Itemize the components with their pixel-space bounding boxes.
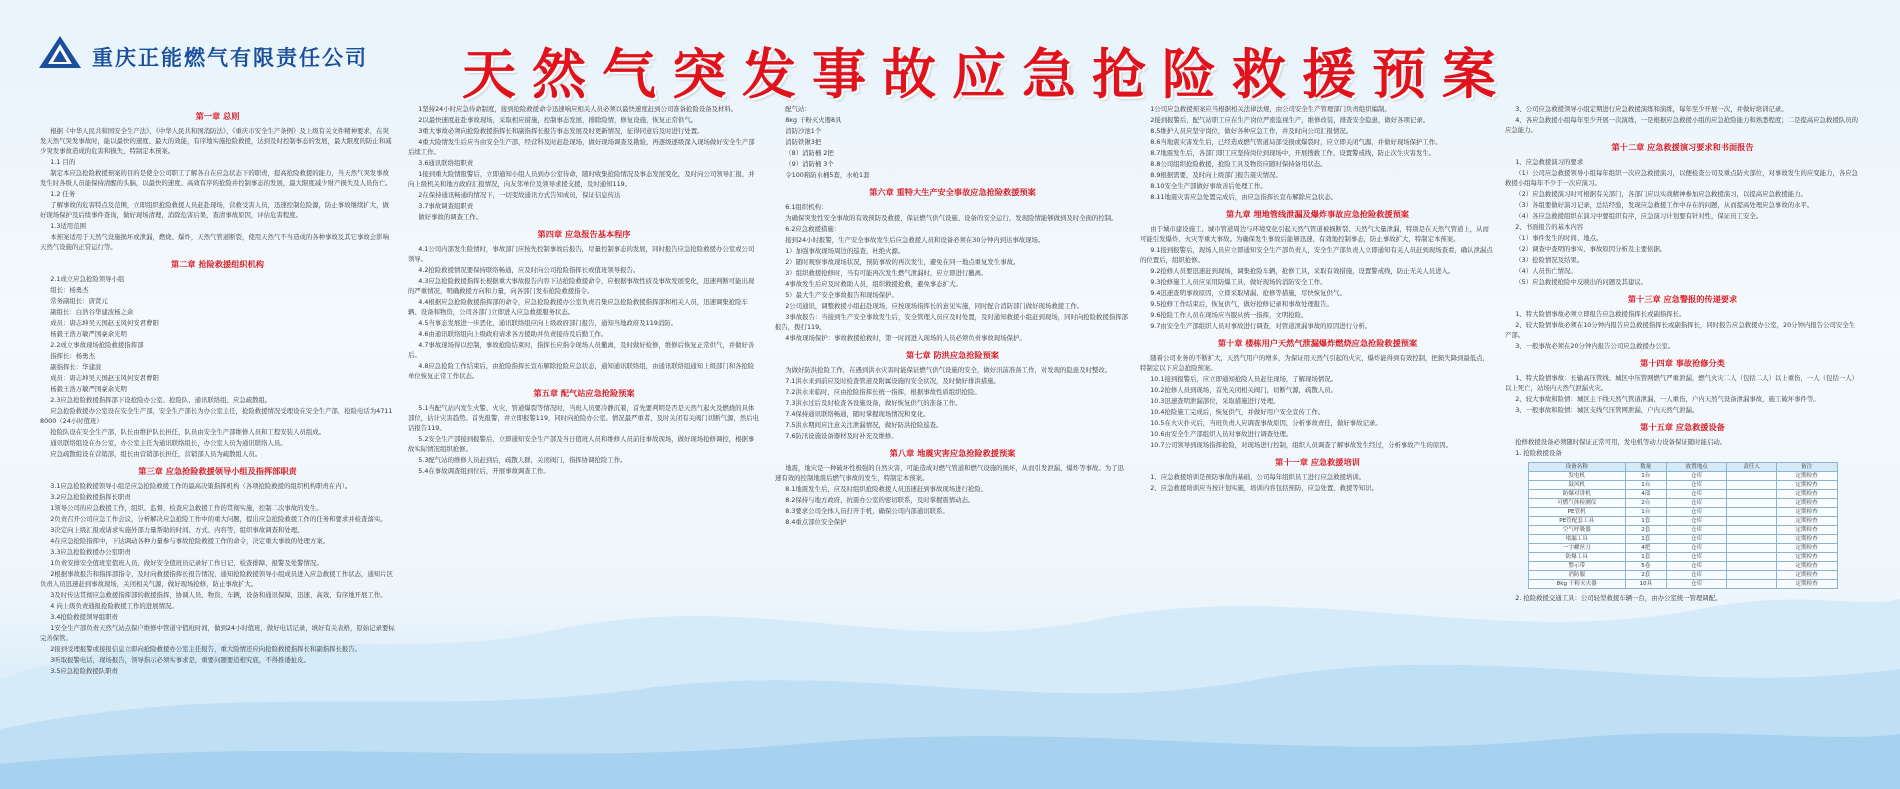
table-row: [1528, 544, 1837, 553]
paragraph: 2在保持通讯畅通的情况下，一切变故通讯方式告知成员，保证信息传达: [418, 191, 621, 199]
table-row: [1528, 499, 1837, 508]
table-cell: [1727, 571, 1776, 580]
paragraph: 本预案适用于天然气设施损坏或泄漏，燃烧、爆炸，天然气管道断裂，使用天然气不当造成的各种事故及其它事故会影响天然气设施的正常运行等。: [40, 233, 389, 251]
paragraph: 9.3抢修施工人员应采用防爆工具，做好现场的消防安全工作。: [1150, 278, 1327, 286]
paragraph: 根据《中华人民共和国安全生产法》、《中华人民共和国消防法》、《重庆市安全生产条例》及上级有关文件精神要求，在突发天然气突发事故时，能以最快的速度、最大的效能，有序地实施抢险救援，达到及时控制事态的发展，最大限度的防止和减少突发事故造成的危害和损失，特制定本预案。: [40, 127, 392, 155]
paragraph: （2）应急救援演习时可根据有关部门，各部门应以实战精神参加应急救援演习，以提高应急救援能力。: [1515, 190, 1807, 198]
paragraph: 1.3适用范围: [50, 222, 86, 230]
table-cell: 空气呼吸器: [1528, 526, 1625, 535]
table-cell: 1台: [1625, 472, 1666, 481]
paragraph: （4）人员伤亡情况。: [1515, 267, 1577, 275]
paragraph: 2、应急救援培训应当按计划实施，培训内容包括预防、应急处置、救援等知识。: [1150, 484, 1378, 492]
table-cell: 警示带: [1528, 562, 1625, 571]
paragraph: 消防沙池1个: [785, 127, 822, 135]
paragraph: 8.10安全生产部做好事故善后处理工作。: [1150, 182, 1267, 190]
paragraph: 10.4抢险施工完成后，恢复供气，并做好用户安全宣传工作。: [1150, 408, 1325, 416]
text-column-1: [40, 104, 395, 774]
chapter-heading: 第十五章 应急救援设备: [1640, 422, 1725, 432]
chapter-heading: 第七章 防洪应急抢险预案: [906, 350, 999, 360]
paragraph: 3.5应急抢险救援队职责: [50, 667, 118, 675]
paragraph: 5）最大生产安全事故报告和现场保护。: [785, 291, 898, 299]
table-cell: 2套: [1625, 526, 1666, 535]
paragraph: 制定本应急抢险救援预案的目的是使全公司职工了解各自在应急状态下的职责，提高抢险救援的能力，当天然气突发事故发生时各级人员能保持清醒的头脑，以最快的速度、高效有序的抢险并控制事态的发展，最大限度减少财产损失及人员伤亡。: [40, 169, 392, 187]
paragraph: 9.7由安全生产部组织人员对事故进行调查，对管道泄漏事故的原因进行分析。: [1150, 322, 1372, 330]
table-header-row: [1528, 463, 1837, 472]
table-cell: 1套: [1625, 535, 1666, 544]
paragraph: 6.1组织机构：: [785, 203, 828, 211]
chapter-heading: 第十一章 应急救援培训: [1275, 457, 1360, 467]
paragraph: 3.3应急抢险救援办公室职责: [50, 548, 131, 556]
paragraph: 1. 抢险救援设备: [1515, 449, 1562, 457]
paragraph: 副指挥长：华建波: [50, 363, 102, 371]
paragraph: 8.8公司组织抢险救援，抢险工具及物资应随时保持备用状态。: [1150, 160, 1327, 168]
paragraph: 3、一般事故必须在20分钟内报告公司应急救援办公室。: [1515, 342, 1675, 350]
paragraph: 1.1 目的: [50, 158, 76, 166]
table-cell: 4部: [1625, 490, 1666, 499]
text-column-5: [1505, 104, 1860, 774]
company-logo-icon: [38, 34, 82, 70]
table-row: [1528, 553, 1837, 562]
paragraph: 2负责召开公司应急工作会议，分析解决应急抢险工作中的重大问题，提出应急抢险救援工作的任务和要求并检查落实。: [50, 515, 387, 523]
chapter-heading: 第十章 楼栋用户天然气泄漏爆炸燃烧应急抢险救援预案: [1217, 338, 1418, 348]
paragraph: 8.2保持与地方政府、抗震办公室的密切联系，及时掌握震情动态。: [785, 496, 975, 504]
table-cell: [1727, 553, 1776, 562]
table-cell: 仓库: [1666, 580, 1727, 589]
paragraph: 4重大险情发生后应当由安全生产部，经营科及时赶赴现场，做好现场调查及勘验，再逐级逐级深入现场做好安全生产部后续工作。: [408, 138, 755, 156]
table-cell: PE管配套工具: [1528, 517, 1625, 526]
paragraph: 9.6抢险工作人员在现场应当服从统一指挥，文明抢险。: [1150, 311, 1308, 319]
paragraph: 由于城市建设施工、城市管道周边与环境变化引起天然气管道被损断裂、天然气大量泄漏，特别是在天然气管道上，从而可能引发爆炸、火灾等重大事故。为确保发生事故后能够迅速、有效地控制事态，防止事故扩大，特制定本预案。: [1140, 225, 1489, 243]
paragraph: 9.2抢修人员要迅速赶到现场，调集抢险车辆，抢修工具，采取有效措施，设置警戒线，防止无关人员进入。: [1150, 267, 1455, 275]
table-row: [1528, 508, 1837, 517]
paragraph: 4、各应急救援小组每年至少开展一次演练，一是根据应急救援小组的应急抢险能力和熟悉程度；二是提高应急救援队员的应急能力。: [1505, 116, 1859, 134]
table-cell: 堵漏工具: [1528, 535, 1625, 544]
paragraph: 1公司应急救援预案应当根据相关法律法规，由公司安全生产管理部门负责组织编制。: [1150, 105, 1391, 113]
paragraph: 8.4重点部位安全保护: [785, 518, 847, 526]
table-cell: 仓库: [1666, 553, 1727, 562]
paragraph: 8.11地震灾害应急处置完成后，由应急指挥长宣布解除应急状态。: [1150, 193, 1338, 201]
table-cell: 仓库: [1666, 508, 1727, 517]
table-cell: 定期检查: [1776, 508, 1837, 517]
paragraph: 4在应急抢险指挥中，下达调动各种力量参与事故抢险救援工作的命令，决定重大事故的处理方案。: [50, 537, 330, 545]
table-cell: 仓库: [1666, 535, 1727, 544]
table-row: [1528, 526, 1837, 535]
table-cell: [1727, 490, 1776, 499]
table-cell: 一字螺丝刀: [1528, 544, 1625, 553]
paragraph: 杨毅王浩万敏严国豪余光明: [50, 385, 127, 393]
text-column-4: [1140, 104, 1495, 774]
table-cell: 消防服: [1528, 571, 1625, 580]
paragraph: 3重大事故必须向抢险救援指挥长和副指挥长报告事态发展及时更新情况，征得同意后及时进行处置。: [418, 127, 704, 135]
paragraph: （8）消防桶 2把: [785, 149, 834, 157]
paragraph: 抢险队设在安全生产部，队长由维护队长担任，队员由安全生产部维修人员和工程安装人员组成。: [50, 428, 326, 436]
table-cell: 定期检查: [1776, 526, 1837, 535]
table-cell: 定期检查: [1776, 553, 1837, 562]
paragraph: 做好事故的调查工作。: [418, 213, 483, 221]
table-cell: [1727, 562, 1776, 571]
paragraph: 7.5洪水期间应注意关注泄漏情况，做好防洪抢险巡查。: [785, 421, 943, 429]
paragraph: 5.2安全生产部接到报警后，立即通知安全生产部及当日值班人员和维修人员前往事故现场，做好现场抢修调控，根据事故实际情况组织抢修。: [408, 435, 755, 453]
table-row: [1528, 490, 1837, 499]
table-cell: [1727, 544, 1776, 553]
paragraph: 指挥长：杨勇杰: [50, 352, 95, 360]
column-header: 备注: [1776, 463, 1837, 472]
paragraph: 4.4根据应急抢险救援指挥部的命令，应急抢险救援办公室负责召集应急抢险救援指挥部和相关人员，迅速调集抢险车辆、设备和物资，公司各部门立即进入应急救援服务状态。: [408, 298, 748, 316]
table-cell: [1727, 526, 1776, 535]
paragraph: 1负责安排安全值班室值班人员，做好安全值班员记录好工作日记，检查排障，报警及处警情况。: [50, 559, 323, 567]
paragraph: （1）公司应急救援领导小组每年组织一次应急救援演习，以便检查公司及重点防火部位，对事故发生的应变能力，各应急救援小组每年不少于一次应演习。: [1505, 169, 1859, 187]
paragraph: 10.7公司领导到现场指挥抢险，对现场进行控制，组织人员调查了解事故发生经过，分析事故产生的原因。: [1150, 441, 1453, 449]
chapter-heading: 第十四章 事故抢修分类: [1640, 358, 1725, 368]
table-cell: 鼓风机: [1528, 481, 1625, 490]
table-cell: 防爆对讲机: [1528, 490, 1625, 499]
paragraph: （2）调查中查明的事实、事故原因分析及主要依据。: [1515, 245, 1667, 253]
paragraph: 3听取报警电话，现场报告，领导指示必须实事求是，重要问题要追根究底，不得推诿扯皮。: [50, 656, 310, 664]
company-name: 重庆正能燃气有限责任公司: [92, 46, 368, 70]
paragraph: 8kg 干粉灭火器8具: [785, 116, 842, 124]
paragraph: 4事故发生后应及时救助人员，组织救援抢救，避免事态扩大。: [785, 280, 962, 288]
paragraph: 3决定向上级汇报或请求实施外部力量帮助的时间、方式、内容等，组织事故调查和处理。: [50, 526, 304, 534]
table-cell: [1727, 580, 1776, 589]
paragraph: 7.4保持通讯联络畅通，随时掌握现场情况和变化。: [785, 410, 930, 418]
table-cell: 仓库: [1666, 499, 1727, 508]
paragraph: 4.3应急抢险救援指挥长根据重大事故报告内容下达抢险救援命令，应根据事故性质及事故发展变化，迅速判断可能出现的严重情况，明确救援方向和力量，向各部门发布抢险救援指令。: [408, 277, 755, 295]
paragraph: 4.8应急抢险工作结束后，由抢险指挥长宣布解除抢险应急状态，通知通讯联络组，由通讯联络组通知上级部门和各抢险单位恢复正常工作状态。: [408, 362, 755, 380]
table-cell: 仓库: [1666, 481, 1727, 490]
page-title: 天然气突发事故应急抢险救援预案: [462, 43, 1512, 106]
paragraph: 地震，地灾是一种破坏性极强的自然灾害，可能造成对燃气管道和燃气设施的损坏，从而引发泄漏、爆炸等事故。为了迅速有效的控制地震后燃气事故的发生，特制定本预案。: [775, 464, 1124, 482]
paragraph: 成员：唐志坤吴天国赵玉风何安君曹阳: [50, 374, 159, 382]
paragraph: 抢修救援设备必须随时保证正常可用，发电机等动力设备保证随时能启动。: [1515, 438, 1727, 446]
chapter-heading: 第一章 总则: [195, 111, 240, 121]
paragraph: 3.2应急抢险救援指挥长职责: [50, 493, 131, 501]
paragraph: 杨毅王浩万敏严国豪余光明: [50, 330, 127, 338]
paragraph: 副组长：白浩谷华建波杨之余: [50, 308, 134, 316]
text-column-2: [408, 104, 760, 774]
paragraph: 8.6当地震灾害发生后，已经造成燃气管道局部受损或爆裂时，应立即关闭气源，并做好现场保护工作。: [1150, 138, 1442, 146]
paragraph: 2）随时观察事故现场状况，预防事故的再次发生，避免在同一地点重复发生事故。: [785, 258, 1020, 266]
paragraph: 2公司通讯，调整救援小组赶赴现场，应按现场指挥长的意见实施，同时配合消防部门做好现场救援工作。: [785, 302, 1084, 310]
paragraph: 1安全生产部负责天然气站点保户维修中管道守值班时间，做到24小时值班，做好电话记录，填好有关表格，原始记录要标完善保管。: [40, 624, 395, 642]
paragraph: 3、公司应急救援领导小组定期进行应急救援演练和演练，每年至少开展一次，并做好培训记录。: [1515, 105, 1788, 113]
paragraph: 随着公司业务的不断扩大，天然气用户的增多，为保证用天然气引起的火灾、爆炸能得到有效控制，把损失降到最低点，特制定以下应急抢险预案。: [1140, 354, 1489, 372]
paragraph: 2.2成立事故现场抢险救援指挥部: [50, 341, 144, 349]
column-header: 设备名称: [1528, 463, 1625, 472]
table-row: [1528, 562, 1837, 571]
paragraph: 2、较大险情事故必须在10分钟内报告应急救援指挥长或副指挥长，同时报告应急救援办公室，20分钟内报告公司安全生产部。: [1505, 321, 1856, 339]
paragraph: 3）组织救援抢修时，当有可能再次发生燃气泄漏时，应立即进行撤离。: [785, 269, 988, 277]
table-cell: 2台: [1625, 499, 1666, 508]
paragraph: 消防铁锹3把: [785, 138, 822, 146]
paragraph: 1、应急救援培训是预防事故的基础，公司每年组织员工进行应急救援培训。: [1150, 473, 1366, 481]
paragraph: 7.6防汛设施设备器材及时补充及维修。: [785, 432, 898, 440]
table-cell: 定期检查: [1776, 481, 1837, 490]
paragraph: 1接到重大险情报警后，立即通知小组人员到办公室待命，随时收集抢险情况及事态发展变化，及时向公司领导汇报，并向上级机关和地方政府汇报情况，向友邻单位及领导求援支援，及时通知119。: [408, 170, 755, 188]
table-cell: 仓库: [1666, 472, 1727, 481]
paragraph: （1）事件发生的时间、地点。: [1515, 234, 1603, 242]
chapter-heading: 第十二章 应急救援演习要求和书面报告: [1611, 142, 1754, 152]
paragraph: 2、较大事故和险情：城区主干线天然气管道泄漏，一人重伤，户内天然气设备泄漏事故，施工破坏事件等。: [1515, 395, 1820, 403]
paragraph: 组长：杨勇杰: [50, 286, 89, 294]
table-cell: 定期检查: [1776, 499, 1837, 508]
table-cell: 10具: [1625, 580, 1666, 589]
paragraph: 4事故现场保护：事故救援抢救时，第一时间进入现场的人员必须负责事故现场保护。: [785, 334, 1026, 342]
paragraph: 3.7事故调查组职责: [418, 202, 474, 210]
paragraph: 2接到报警后，配气站职工应在生产岗位严密监视生产，维修改装，排查安全隐患，做好各项记录。: [1150, 116, 1430, 124]
paragraph: 5.4在事故调查组到位后，开展事故调查工作。: [418, 467, 550, 475]
paragraph: 8.7地震发生后，各部门职工应坚持岗位到现场中，开展搜救工作，设置警戒线，防止次生灾害发生。: [1150, 149, 1436, 157]
table-cell: [1727, 472, 1776, 481]
table-row: [1528, 517, 1837, 526]
paragraph: 7.3洪水过后及时检查各设施设备，做好恢复供气的准备工作。: [785, 399, 962, 407]
paragraph: 应急抢险救援办公室设在安全生产部，安全生产部长为办公室主任，抢险救援情况受理设在安全生产部，抢险电话为47118000（24小时值班）: [40, 407, 393, 425]
table-cell: 仓库: [1666, 517, 1727, 526]
column-header: 放置地点: [1666, 463, 1727, 472]
paragraph: 2以最快速度赶赴事故现场，采取相应措施，控制事态发展，排除险情，修复设施，恢复正常供气。: [418, 116, 698, 124]
table-cell: 5卷: [1625, 562, 1666, 571]
paragraph: 3.1应急抢险救援领导小组是应急抢险救援工作的最高决策指挥机构（各项抢险救援的组织机构职责在内）。: [50, 482, 352, 490]
chapter-heading: 第三章 应急抢险救援领导小组及指挥部职责: [138, 466, 297, 476]
table-cell: 定期检查: [1776, 544, 1837, 553]
paragraph: 1领导公司的应急救援工作，组织、监督、检查应急救援工作的贯彻实施，控制二次事故的发生。: [50, 504, 323, 512]
table-cell: 定期检查: [1776, 535, 1837, 544]
paragraph: 令100箱防水桶5套，水枪1套: [785, 171, 870, 179]
paragraph: 8.9根据需要，及时向上级部门报告震灾情况。: [1150, 171, 1282, 179]
table-cell: 1套: [1625, 553, 1666, 562]
paragraph: 1、特大险情事故必须立即报告应急救援指挥长或副指挥长。: [1515, 310, 1686, 318]
paragraph: 3.4抢险救援领导组职责: [50, 613, 118, 621]
table-cell: 定期检查: [1776, 562, 1837, 571]
chapter-heading: 第六章 重特大生产安全事故应急抢险救援预案: [869, 187, 1036, 197]
table-row: [1528, 535, 1837, 544]
paragraph: 1）加强事故现场周边的巡查，杜绝火源。: [785, 247, 905, 255]
table-row: [1528, 580, 1837, 589]
paragraph: 为做好防洪抢险工作，在遇到洪水灾害时能保证燃气供气设施的安全，做好汛前准备工作，对发现的隐患及时整改。: [785, 366, 1112, 374]
paragraph: 1、应急救援演习的要求: [1515, 158, 1584, 166]
table-cell: [1727, 517, 1776, 526]
paragraph: 3、一般事故和险情：城区支线气压管网泄漏，户内天然气泄漏。: [1515, 406, 1699, 414]
paragraph: 配气站：: [785, 105, 811, 113]
paragraph: 2接到受理报警或接报信息立即向抢险救援办公室主任报告，重大险情还应向抢险救援指挥长和副指挥长报告。: [50, 645, 362, 653]
column-header: 数量: [1625, 463, 1666, 472]
table-cell: [1727, 508, 1776, 517]
paragraph: 通讯联络组设在办公室，办公室主任为通讯联络组长，办公室人员为通讯联络人员。: [50, 439, 287, 447]
table-cell: 1台: [1625, 481, 1666, 490]
table-cell: 仓库: [1666, 571, 1727, 580]
paragraph: 4.1公司内部发生险情时，事故部门应按先控制事故后报告，尽量控制事态的发展，同时报告应急抢险救援办公室或公司领导。: [408, 245, 755, 263]
table-cell: 可燃气体检测仪: [1528, 499, 1625, 508]
paragraph: 3.6通讯联络组职责: [418, 159, 474, 167]
table-cell: 发电机: [1528, 472, 1625, 481]
equipment-table: [1528, 462, 1838, 589]
paragraph: （9）消防桶 3个: [785, 160, 834, 168]
column-header: 责任人: [1727, 463, 1776, 472]
paragraph: 6.2应急救援措施：: [785, 225, 841, 233]
table-cell: 1台: [1625, 508, 1666, 517]
table-cell: 定期检查: [1776, 472, 1837, 481]
paragraph: 常务副组长：唐贤元: [50, 297, 108, 305]
paragraph: 8.3要求公司全体人员打开手机，确保公司内部通讯联系。: [785, 507, 949, 515]
table-cell: [1727, 499, 1776, 508]
paragraph: 9.4迅速查明事故原因，立即采取堵漏、抢修等措施，尽快恢复供气。: [1150, 289, 1346, 297]
table-row: [1528, 472, 1837, 481]
paragraph: 2.3应急抢险救援指挥部下设抢险办公室、抢险队、通讯联络组、应急疏散组。: [50, 396, 272, 404]
table-row: [1528, 481, 1837, 490]
table-cell: 仓库: [1666, 544, 1727, 553]
table-cell: 8kg 干粉灭火器: [1528, 580, 1625, 589]
paragraph: 为确保突发性安全事故的有效预防及救援，保证燃气供气设施、设备的安全运行，发现险情能够做到及时全面的控制。: [785, 214, 1118, 222]
paragraph: 1、特大险情事故：长输高压管线、城区中压管网燃气严重泄漏，燃气火灾二人（包括二人）以上重伤，一人（包括一人）以上死亡，站场内天然气泄漏火灾。: [1505, 374, 1859, 392]
table-cell: 仓库: [1666, 490, 1727, 499]
chapter-heading: 第二章 抢险救援组织机构: [171, 259, 264, 269]
paragraph: （5）应急救援抢险中反映出的问题及其建议。: [1515, 278, 1648, 286]
paragraph: 10.2抢修人员到现场，首先关闭相关阀门，切断气源，疏散人员。: [1150, 386, 1338, 394]
paragraph: （3）抢险情况及结果。: [1515, 256, 1584, 264]
table-cell: [1727, 535, 1776, 544]
paragraph: （3）各组要做好演习记录，总结经验，发现应急救援工作中存在的问题，从而提高处理应急事故的水平。: [1515, 201, 1814, 209]
paragraph: 8.5维护人员应坚守岗位，做好各种应急工作，并及时向公司汇报情况。: [1150, 127, 1353, 135]
paragraph: 7.1洪水来到前应及时检查管道及附属设施的安全状况，及时做好排洪措施。: [785, 377, 1000, 385]
paragraph: 2根据事故报告和指挥部指令，及时向救援指挥长报告情况，通知抢险救援领导小组成员进入应急救援工作状态，通知片区负责人员迅速赶到事故现场，关闭相关气源，做好现场抢修，防止事故扩大。: [40, 570, 394, 588]
chapter-heading: 第八章 地震灾害应急抢险救援预案: [889, 448, 1016, 458]
table-cell: 防爆工具: [1528, 553, 1625, 562]
chapter-heading: 第十三章 应急警报的传递要求: [1627, 294, 1738, 304]
paragraph: 10.6由安全生产部组织人员对事故进行调查处理。: [1150, 430, 1293, 438]
paragraph: 4.2抢险救援情况要保持联络畅通，应及时向公司抢险指挥长或值班领导报告。: [418, 266, 640, 274]
table-cell: 定期检查: [1776, 580, 1837, 589]
table-cell: [1727, 481, 1776, 490]
table-cell: 仓库: [1666, 526, 1727, 535]
table-cell: 定期检查: [1776, 490, 1837, 499]
paragraph: 10.1接到报警后，应立即通知抢险人员赶往现场，了解现场情况。: [1150, 375, 1338, 383]
table-cell: 1套: [1625, 517, 1666, 526]
text-column-3: [775, 104, 1130, 774]
table-cell: 仓库: [1666, 562, 1727, 571]
chapter-heading: 第四章 应急报告基本程序: [537, 229, 631, 239]
paragraph: 9.1接到报警后，现场人员应立即通知安全生产部负责人，安全生产部负责人立即通知有关人员赶到现场查看，确认泄漏点的位置后，组织抢修。: [1140, 246, 1493, 264]
chapter-heading: 第九章 埋地管线泄漏及爆炸事故应急抢险救援预案: [1226, 209, 1409, 219]
paragraph: 3事故报告：当接到生产安全事故发生后，安全管理人员应及时处置，及时通知救援小组赶到现场，同时向抢险救援指挥部报告，拨打119。: [775, 313, 1129, 331]
paragraph: 4.5当事态发展进一步恶化，通讯联络组应向上级政府部门报告，通知当地政府及119消防。: [418, 319, 678, 327]
paragraph: 4.7事故现场得以控制，事故抢险结束时，指挥长应指令现场人员撤离，及时做好检修，维修后恢复正常供气，并做好善后。: [408, 341, 755, 359]
paragraph: 8.1地震发生后，应及时组织抢险救援人员迅速赶到事故现场进行抢险。: [785, 485, 988, 493]
paragraph: 接到24小时报警，生产安全事故发生后应急救援人员和设备必须在30分钟内到达事故现场。: [785, 236, 1045, 244]
table-row: [1528, 571, 1837, 580]
paragraph: 了解事故的危害特点及范围，立即组织抢险救援人员赶赴现场，营救受害人员，迅速控制危险源，防止事故继续扩大，做好现场保护及后续事件查询，做好现场清理，消除危害后果，查清事故原因，评估危害程度。: [40, 201, 389, 219]
transport-note: 2. 抢险救援交通工具：公司轻型救援车辆一台，由办公室统一管理调配。: [1515, 594, 1722, 602]
table-cell: 4把: [1625, 544, 1666, 553]
paragraph: 4.6由通讯联络组向上级政府请求各方援助并负责接待及后勤工作。: [418, 330, 608, 338]
paragraph: 5.3配气站的维修人员赶到后，疏散人群，关闭阀门，指挥协调抢险工作。: [418, 456, 627, 464]
paragraph: 7.2洪水来临时，应由抢险指挥长统一指挥，根据事故性质组织抢险。: [785, 388, 981, 396]
paragraph: 4 向上级负责通报抢险救援工作的进展情况。: [50, 602, 178, 610]
table-cell: PE管机: [1528, 508, 1625, 517]
table-cell: 定期检查: [1776, 571, 1837, 580]
paragraph: （4）各应急救援组织在演习中要组织有序，应急演习计划要有针对性，保证员工安全。: [1515, 212, 1763, 220]
paragraph: 应急疏散组设在营销部，组长由营销部长担任，营销部人员为疏散组人员。: [50, 450, 262, 458]
chapter-heading: 第五章 配气站应急抢险预案: [533, 388, 635, 398]
table-cell: 2套: [1625, 571, 1666, 580]
paragraph: 10.3迅速查明泄漏部位，采取措施进行处理。: [1150, 397, 1280, 405]
paragraph: 3及时传达贯彻应急救援指挥部的救援指挥，协调人员、物资、车辆，设备和通讯保障，迅速、高效、有序地开展工作。: [50, 591, 387, 599]
paragraph: 1.2 任务: [50, 190, 76, 198]
paragraph: 成员：唐志坤吴天国赵玉风何安君曹阳: [50, 319, 159, 327]
paragraph: 2.1成立应急抢险领导小组: [50, 275, 125, 283]
paragraph: 10.5在火灾扑灭后，当班负责人应调查事故原因，分析事故责任，做好事故记录。: [1150, 419, 1382, 427]
paragraph: 2、书面报告的基本内容: [1515, 223, 1584, 231]
paragraph: 1坚持24小时应急待命制度，接到抢险救援命令迅速响应相关人员必须以最快速度赶到公司准备抢险设备及材料。: [418, 105, 738, 113]
table-cell: 定期检查: [1776, 517, 1837, 526]
paragraph: 9.5抢修工作结束后，恢复供气，做好抢修记录和事故处理报告。: [1150, 300, 1333, 308]
paragraph: 5.1当配气站内发生火警、火灾、管道爆裂等情况时，当班人员要冷静沉着，首先要判明是否是天然气起火及燃烧的具体部位，估计灾害趋势。首先报警，并立即报警119，同时向抢险办公室。情况最严重者，及时关闭有关阀门切断气源，然后电话报告119。: [408, 404, 759, 432]
